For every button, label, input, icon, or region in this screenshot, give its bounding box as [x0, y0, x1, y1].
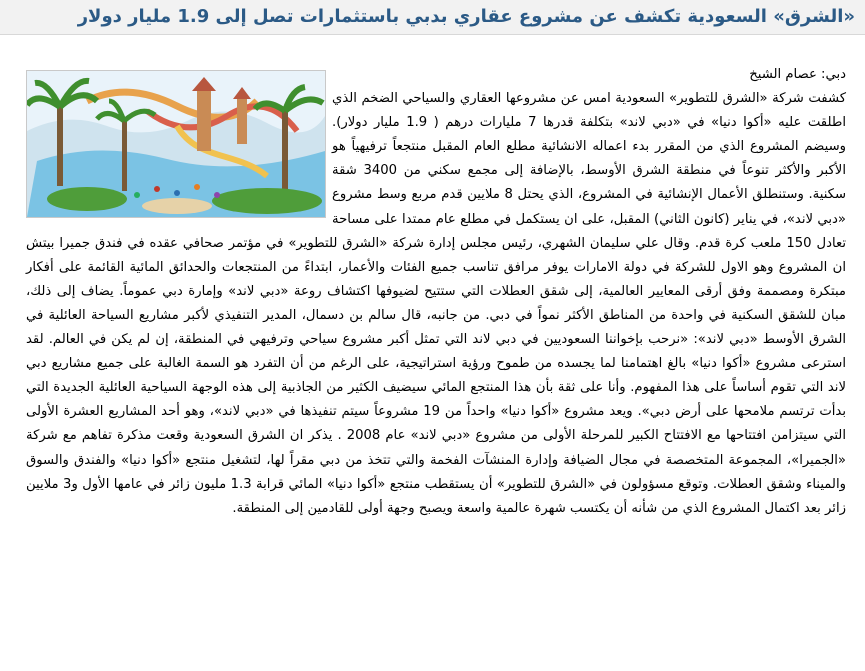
headline-bar: [0, 0, 865, 35]
article-byline: دبي: عصام الشيخ: [749, 67, 846, 82]
article-text: كشفت شركة «الشرق للتطوير» السعودية امس عن مشروعها العقاري والسياحي الضخم الذي اطلقت عليه «أكوا دنيا» في «دبي لاند» بتكلفة قدرها 7 مليارات درهم ( 1.9 مليار دولار). وسيضم المشروع الذي من المقرر بدء اعماله الانشائية مطلع العام المقبل منتجعاً ترفيهياً هو الأكبر والأكثر تنوعاً في منطقة الشرق الأوسط، بالإضافة إلى مجمع سكني من 3400 شقة سكنية. وستنطلق الأعمال الإنشائية في المشروع، الذي يحتل 8 ملايين قدم مربع وسط مشروع «دبي لاند»، في يناير (كانون الثاني) المقبل، على ان يستكمل في مطلع عام ممتدا على مساحة تعادل 150 ملعب كرة قدم. وقال علي سليمان الشهري، رئيس مجلس إدارة شركة «الشرق للتطوير» في مؤتمر صحافي عقده في فندق جميرا بيتش ان المشروع وهو الاول للشركة في دولة الامارات يوفر مرافق تناسب جميع الفئات والأعمار، ابتداءً من المنتجعات والحدائق المائية القائمة على أفكار مبتكرة ومصممة وفق أرقى المعايير العالمية، إلى شقق العطلات التي ستتيح لضيوفها اكتشاف روعة «دبي لاند» وإمارة دبي عموماً. يضاف إلى ذلك، مبان للشقق السكنية في واحدة من المناطق الأكثر نمواً في دبي. من جانبه، قال سالم بن دسمال، المدير التنفيذي لأكبر مشاريع السياحة العائلية في الشرق الأوسط «دبي لاند»: «نرحب بإخواننا السعوديين في دبي لاند التي تمثل أكبر مشروع سياحي وترفيهي في المنطقة، إن لم يكن في العالم. لقد استرعى مشروع «أكوا دنيا» بالغ اهتمامنا لما يجسده من طموح ورؤية استراتيجية، على الرغم من أن التفرد هو السمة الغالبة على جميع مشاريع دبي لاند التي تقوم أساساً على هذا المفهوم. وأنا على ثقة بأن هذا المنتجع المائي سيضيف الكثير من الجاذبية إلى هذه الوجهة السياحية العائلية الجديدة التي بدأت ترتسم ملامحها على أرض دبي». ويعد مشروع «أكوا دنيا» واحداً من 19 مشروعاً سيتم تنفيذها في «دبي لاند»، وهو أحد المشاريع العشرة الأولى التي سيتزامن افتتاحها مع الافتتاح الكبير للمرحلة الأولى من مشروع «دبي لاند» عام 2008 . يذكر ان الشرق السعودية وقعت مذكرة تفاهم مع شركة «الجميرا»، المجموعة المتخصصة في مجال الضيافة وإدارة المنشآت الفخمة والتي تتخذ من دبي مقراً لها، لتشغيل منتجع «أكوا دنيا» والفندق والسوق والميناء وشقق العطلات. وتوقع مسؤولون في «الشرق للتطوير» أن يستقطب منتجع «أكوا دنيا» المائي قرابة 1.3 مليون زائر في عامها الأول و3 ملايين زائر بعد اكتمال المشروع الذي من شأنه أن يكتسب شهرة عالمية واسعة ويصبح وجهة أولى للقادمين إلى المنطقة.: [26, 91, 847, 516]
article-headline: «الشرق» السعودية تكشف عن مشروع عقاري بدبي باستثمارات تصل إلى 1.9 مليار دولار: [77, 6, 855, 27]
article-body: [26, 63, 846, 521]
figure-spacer: [26, 63, 332, 223]
